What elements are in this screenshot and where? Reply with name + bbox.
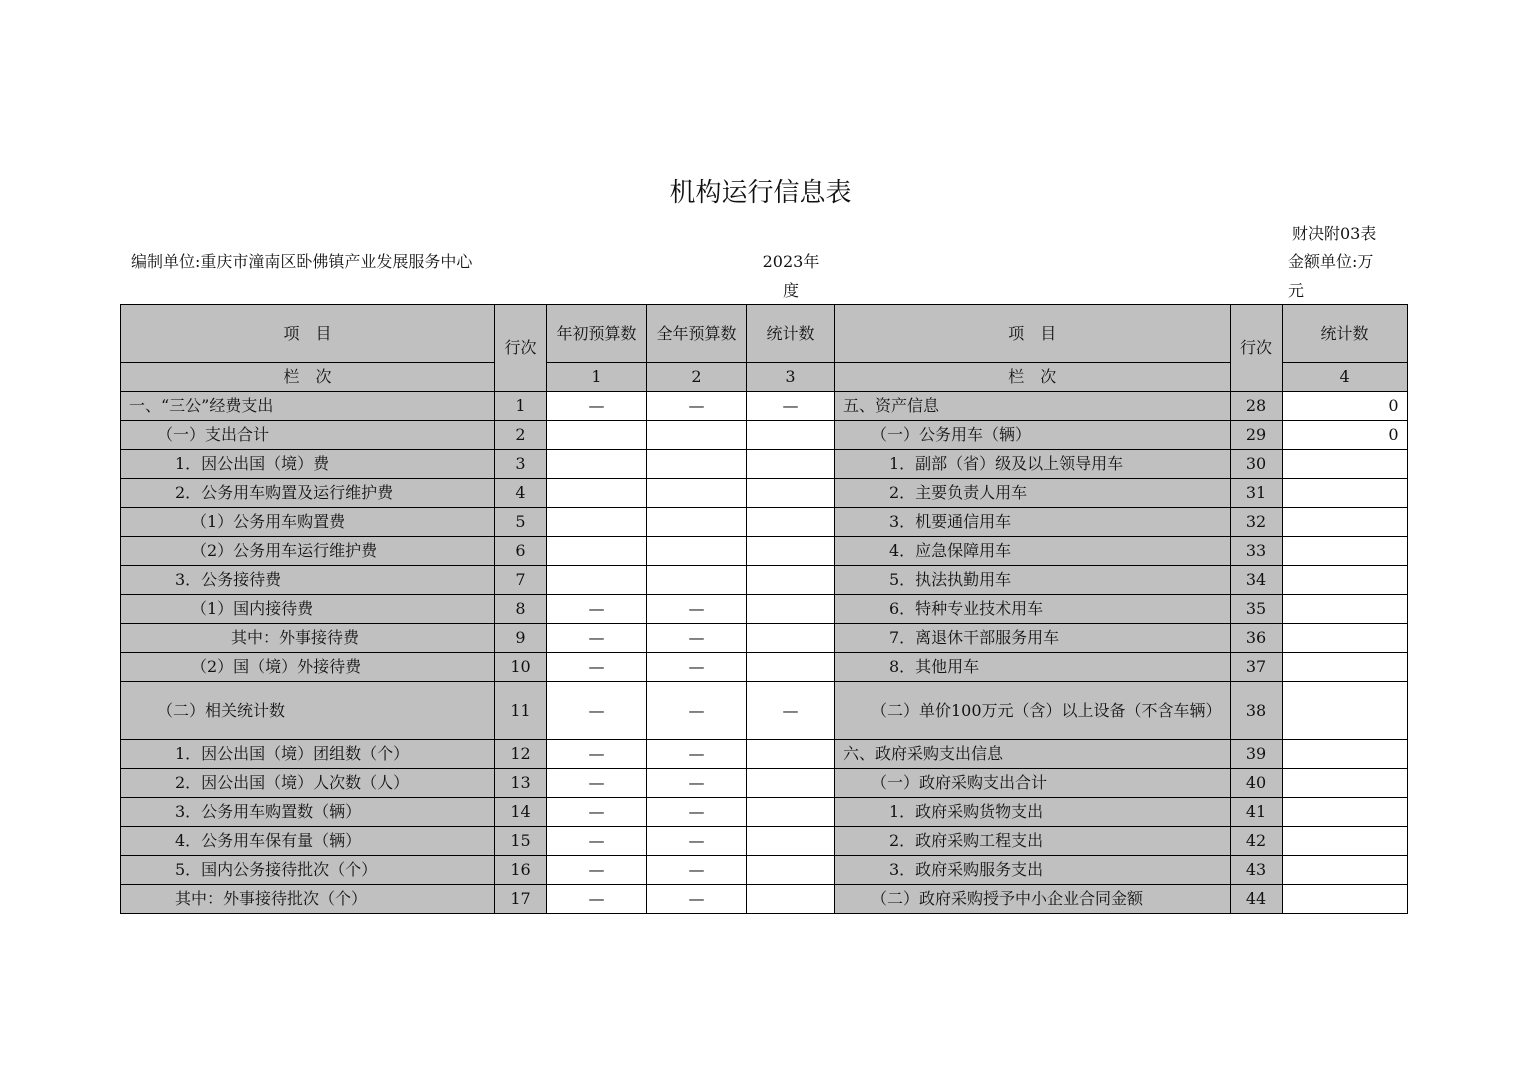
header-row-no-right: 行次 [1230,305,1282,392]
right-item-label: 2．政府采购工程支出 [835,827,1231,856]
stat-value-right [1282,740,1407,769]
stat-value-left [747,450,835,479]
header-item-left: 项 目 [121,305,495,363]
left-row-number: 3 [495,450,547,479]
header-row [121,305,1408,363]
page-title: 机构运行信息表 [669,178,852,208]
left-row-number: 15 [495,827,547,856]
right-item-label: 2．主要负责人用车 [835,479,1231,508]
left-item-label: 一、“三公”经费支出 [121,392,495,421]
right-item-label: 1．政府采购货物支出 [835,798,1231,827]
budget-start-value [547,566,647,595]
stat-value-right [1282,566,1407,595]
stat-value-left [747,508,835,537]
stat-value-right [1282,450,1407,479]
stat-value-right [1282,508,1407,537]
stat-value-right [1282,885,1407,914]
budget-start-value [547,537,647,566]
budget-full-value: — [647,798,747,827]
table-row [121,653,1408,682]
stat-value-left [747,856,835,885]
stat-value-left [747,624,835,653]
left-row-number: 11 [495,682,547,740]
stat-value-left [747,566,835,595]
stat-value-left [747,537,835,566]
form-number: 财决附03表 [1292,224,1377,243]
header-stat-left: 统计数 [747,305,835,363]
budget-start-value: — [547,740,647,769]
stat-value-left [747,479,835,508]
left-item-label: 其中：外事接待批次（个） [121,885,495,914]
budget-start-value: — [547,624,647,653]
stat-value-right [1282,653,1407,682]
header-budget-full: 全年预算数 [647,305,747,363]
left-item-label: 3．公务接待费 [121,566,495,595]
right-item-label: 五、资产信息 [835,392,1231,421]
left-item-label: （二）相关统计数 [121,682,495,740]
stat-value-right [1282,769,1407,798]
left-row-number: 12 [495,740,547,769]
budget-full-value: — [647,392,747,421]
table-row [121,856,1408,885]
budget-start-value: — [547,798,647,827]
stat-value-right [1282,798,1407,827]
budget-start-value [547,450,647,479]
left-item-label: （1）国内接待费 [121,595,495,624]
left-row-number: 6 [495,537,547,566]
right-row-number: 30 [1230,450,1282,479]
right-item-label: 7．离退休干部服务用车 [835,624,1231,653]
table-row [121,479,1408,508]
left-item-label: 5．国内公务接待批次（个） [121,856,495,885]
table-row [121,537,1408,566]
stat-value-right: 0 [1282,421,1407,450]
table-row [121,885,1408,914]
institution-operation-table [120,304,1408,914]
stat-value-left [747,653,835,682]
stat-value-right [1282,479,1407,508]
table-row [121,769,1408,798]
budget-full-value [647,537,747,566]
left-item-label: 2．公务用车购置及运行维护费 [121,479,495,508]
header-row-no-left: 行次 [495,305,547,392]
left-row-number: 17 [495,885,547,914]
right-item-label: 六、政府采购支出信息 [835,740,1231,769]
column-index-4: 4 [1282,363,1407,392]
stat-value-right [1282,595,1407,624]
column-index-row [121,363,1408,392]
right-item-label: 4．应急保障用车 [835,537,1231,566]
left-row-number: 8 [495,595,547,624]
left-item-label: （2）公务用车运行维护费 [121,537,495,566]
right-item-label: 1．副部（省）级及以上领导用车 [835,450,1231,479]
stat-value-right [1282,624,1407,653]
right-row-number: 33 [1230,537,1282,566]
right-row-number: 29 [1230,421,1282,450]
right-row-number: 42 [1230,827,1282,856]
left-item-label: 1．因公出国（境）团组数（个） [121,740,495,769]
right-item-label: （一）公务用车（辆） [835,421,1231,450]
budget-start-value: — [547,885,647,914]
budget-start-value: — [547,827,647,856]
table-row [121,508,1408,537]
compiling-unit: 编制单位:重庆市潼南区卧佛镇产业发展服务中心 [131,252,473,271]
right-row-number: 35 [1230,595,1282,624]
stat-value-left: — [747,682,835,740]
table-row [121,595,1408,624]
stat-value-right [1282,827,1407,856]
left-item-label: 4．公务用车保有量（辆） [121,827,495,856]
budget-start-value: — [547,682,647,740]
right-item-label: 3．政府采购服务支出 [835,856,1231,885]
budget-full-value [647,508,747,537]
right-row-number: 37 [1230,653,1282,682]
table-row [121,682,1408,740]
budget-full-value [647,421,747,450]
budget-full-value: — [647,595,747,624]
stat-value-left [747,827,835,856]
column-index-1: 1 [547,363,647,392]
right-item-label: 3．机要通信用车 [835,508,1231,537]
left-row-number: 7 [495,566,547,595]
column-index-3: 3 [747,363,835,392]
table-row [121,827,1408,856]
left-row-number: 1 [495,392,547,421]
budget-full-value: — [647,682,747,740]
right-item-label: （一）政府采购支出合计 [835,769,1231,798]
left-row-number: 4 [495,479,547,508]
right-row-number: 31 [1230,479,1282,508]
left-item-label: 2．因公出国（境）人次数（人） [121,769,495,798]
budget-full-value: — [647,885,747,914]
stat-value-right [1282,682,1407,740]
left-item-label: 其中：外事接待费 [121,624,495,653]
stat-value-left [747,740,835,769]
report-year: 2023年度 [762,252,820,300]
column-index-2: 2 [647,363,747,392]
amount-unit: 金额单位:万元 [1288,252,1374,300]
right-row-number: 43 [1230,856,1282,885]
budget-full-value: — [647,769,747,798]
budget-full-value [647,566,747,595]
header-budget-start: 年初预算数 [547,305,647,363]
right-row-number: 28 [1230,392,1282,421]
right-row-number: 40 [1230,769,1282,798]
budget-full-value: — [647,827,747,856]
budget-full-value: — [647,624,747,653]
stat-value-left [747,595,835,624]
budget-start-value: — [547,392,647,421]
table-row [121,421,1408,450]
budget-full-value: — [647,653,747,682]
right-item-label: （二）单价100万元（含）以上设备（不含车辆） [835,682,1231,740]
stat-value-left [747,798,835,827]
table-row [121,624,1408,653]
column-index-right: 栏 次 [835,363,1231,392]
left-item-label: 1．因公出国（境）费 [121,450,495,479]
budget-start-value: — [547,856,647,885]
budget-start-value: — [547,769,647,798]
table-row [121,566,1408,595]
header-item-right: 项 目 [835,305,1231,363]
left-item-label: （2）国（境）外接待费 [121,653,495,682]
left-row-number: 2 [495,421,547,450]
column-index-left: 栏 次 [121,363,495,392]
left-row-number: 5 [495,508,547,537]
stat-value-left [747,421,835,450]
left-item-label: （1）公务用车购置费 [121,508,495,537]
left-row-number: 13 [495,769,547,798]
header-stat-right: 统计数 [1282,305,1407,363]
budget-full-value [647,479,747,508]
budget-start-value: — [547,595,647,624]
right-row-number: 32 [1230,508,1282,537]
table-row [121,740,1408,769]
budget-full-value: — [647,856,747,885]
right-item-label: （二）政府采购授予中小企业合同金额 [835,885,1231,914]
stat-value-right [1282,856,1407,885]
right-row-number: 36 [1230,624,1282,653]
table-row [121,392,1408,421]
budget-start-value: — [547,653,647,682]
budget-start-value [547,508,647,537]
left-row-number: 9 [495,624,547,653]
budget-start-value [547,479,647,508]
right-row-number: 39 [1230,740,1282,769]
right-row-number: 41 [1230,798,1282,827]
right-row-number: 44 [1230,885,1282,914]
left-item-label: （一）支出合计 [121,421,495,450]
stat-value-left [747,885,835,914]
right-item-label: 6．特种专业技术用车 [835,595,1231,624]
stat-value-left: — [747,392,835,421]
budget-full-value [647,450,747,479]
stat-value-left [747,769,835,798]
table-row [121,450,1408,479]
table-row [121,798,1408,827]
right-item-label: 8．其他用车 [835,653,1231,682]
right-row-number: 34 [1230,566,1282,595]
right-row-number: 38 [1230,682,1282,740]
left-row-number: 14 [495,798,547,827]
budget-full-value: — [647,740,747,769]
stat-value-right: 0 [1282,392,1407,421]
left-row-number: 10 [495,653,547,682]
right-item-label: 5．执法执勤用车 [835,566,1231,595]
left-row-number: 16 [495,856,547,885]
stat-value-right [1282,537,1407,566]
left-item-label: 3．公务用车购置数（辆） [121,798,495,827]
budget-start-value [547,421,647,450]
